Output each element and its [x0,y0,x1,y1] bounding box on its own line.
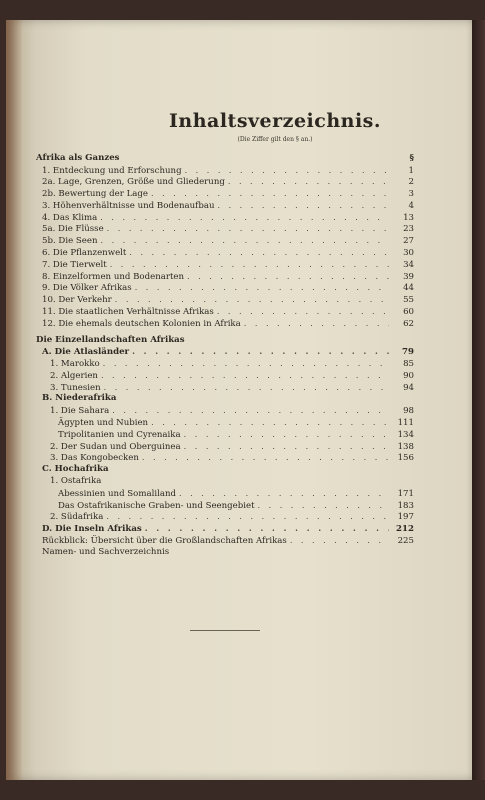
toc-entry[interactable] [36,212,414,224]
toc-entry-label: 12. Die ehemals deutschen Kolonien in Afrika [42,318,241,329]
leader-dots [110,259,389,271]
toc-entry-index[interactable] [36,547,414,559]
page-title: Inhaltsverzeichnis. [169,110,381,132]
toc-page-number: 134 [397,429,414,440]
toc-group-heading[interactable] [36,346,414,358]
toc-entry-label: 1. Die Sahara [50,406,110,417]
toc-entry-label: 8. Einzelformen und Bodenarten [42,271,185,282]
toc-page-number: 111 [397,417,414,428]
toc-entry-label: 2a. Lage, Grenzen, Größe und Gliederung [42,177,225,188]
toc-entry[interactable] [36,200,414,212]
toc-entry-label: 5a. Die Flüsse [42,224,104,235]
toc-entry-label: Rückblick: Übersicht über die Großlandschaften Afrikas [42,535,287,546]
toc-entry-label: 10. Der Verkehr [42,295,112,306]
toc-entry[interactable] [36,476,414,488]
leader-dots [179,488,389,500]
part1-heading: Afrika als Ganzes [36,153,120,163]
toc-entry[interactable] [36,235,414,247]
leader-dots [145,523,389,535]
part1-list [36,165,414,330]
toc-entry-label: 3. Tunesien [50,382,101,393]
leader-dots [101,370,389,382]
leader-dots [103,358,389,370]
toc-entry-label: 3. Das Kongobecken [50,453,139,464]
toc-page-number: 183 [397,500,414,511]
toc-page-number: 85 [403,358,414,369]
part2-heading: Die Einzellandschaften Afrikas [36,334,185,345]
closing-rule [190,630,260,631]
leader-dots [112,405,389,417]
toc-page-number: 138 [397,441,414,452]
section-symbol: § [409,153,414,163]
toc-entry[interactable] [36,306,414,318]
table-of-contents [36,152,414,559]
toc-entry[interactable] [36,223,414,235]
toc-entry-label: 5b. Die Seen [42,236,98,247]
toc-entry[interactable] [36,165,414,177]
leader-dots [184,441,389,453]
toc-group-label: B. Niederafrika [42,393,117,404]
toc-entry[interactable] [36,511,414,523]
toc-part-heading [36,152,414,165]
toc-entry[interactable] [36,452,414,464]
toc-entry-label: 9. Die Völker Afrikas [42,283,132,294]
toc-page-number: 62 [403,318,414,329]
leader-dots [104,382,389,394]
toc-entry[interactable] [36,282,414,294]
page-edge [472,20,485,780]
leader-dots [107,223,389,235]
toc-entry[interactable] [36,370,414,382]
leader-dots [100,235,389,247]
toc-page-number: 39 [403,271,414,282]
toc-group-heading[interactable] [36,393,414,405]
toc-entry[interactable] [36,247,414,259]
toc-page-number: 3 [408,189,414,200]
toc-entry[interactable] [36,382,414,394]
toc-entry[interactable] [36,500,414,512]
leader-dots [106,511,389,523]
toc-entry-label: 7. Die Tierwelt [42,259,107,270]
toc-entry[interactable] [36,259,414,271]
toc-page-number: 34 [403,259,414,270]
toc-page-number: 94 [403,382,414,393]
leader-dots [151,417,389,429]
toc-entry-label: 6. Die Pflanzenwelt [42,248,127,259]
toc-entry-review[interactable] [36,535,414,547]
toc-page-number: 171 [397,488,414,499]
toc-entry[interactable] [36,271,414,283]
leader-dots [115,294,389,306]
toc-entry-label: D. Die Inseln Afrikas [42,524,142,535]
toc-page-number: 55 [403,295,414,306]
toc-entry[interactable] [36,405,414,417]
toc-entry-label: 2. Der Sudan und Oberguinea [50,441,181,452]
toc-entry[interactable] [36,488,414,500]
toc-entry-label: 11. Die staatlichen Verhältnisse Afrikas [42,307,214,318]
leader-dots [258,500,389,512]
toc-page-number: 197 [397,512,414,523]
leader-dots [100,212,389,224]
toc-page-number: 225 [397,535,414,546]
leader-dots [218,200,390,212]
toc-entry[interactable] [36,318,414,330]
toc-page-number: 212 [396,524,414,535]
toc-entry[interactable] [36,441,414,453]
toc-entry-label: 3. Höhenverhältnisse und Bodenaufbau [42,200,215,211]
toc-page-number: 44 [403,283,414,294]
toc-page-number: 4 [408,200,414,211]
toc-page-number: 156 [397,453,414,464]
toc-page-number: 79 [402,347,414,358]
toc-page-number: 1 [408,165,414,176]
toc-entry-label: Namen- und Sachverzeichnis [42,546,170,557]
leader-dots [217,306,389,318]
toc-entry-label: 1. Entdeckung und Erforschung [42,165,182,176]
leader-dots [185,165,389,177]
toc-entry[interactable] [36,358,414,370]
toc-group-heading[interactable] [36,464,414,476]
toc-page-number: 98 [403,406,414,417]
toc-page-number: 27 [403,236,414,247]
part2-list [36,346,414,523]
leader-dots [135,282,389,294]
toc-group-label: C. Hochafrika [42,464,109,475]
toc-page-number: 13 [403,212,414,223]
leader-dots [151,188,389,200]
toc-page-number: 23 [403,224,414,235]
toc-entry-label: 2. Algerien [50,370,98,381]
toc-entry-label: 2. Südafrika [50,512,104,523]
toc-entry[interactable] [36,188,414,200]
toc-page-number: 2 [408,177,414,188]
toc-entry-label: 4. Das Klima [42,212,98,223]
page-subtitle: (Die Ziffer gilt den § an.) [237,136,313,143]
toc-entry-label: Tripolitanien und Cyrenaika [58,429,181,440]
toc-entry[interactable] [36,176,414,188]
page-spine-shadow [6,20,22,780]
toc-part-heading [36,334,414,347]
toc-page-number: 90 [403,370,414,381]
toc-entry[interactable] [36,417,414,429]
toc-entry-label: 2b. Bewertung der Lage [42,189,148,200]
leader-dots [132,346,389,358]
toc-entry-islands[interactable] [36,523,414,535]
toc-entry-label: 1. Marokko [50,358,100,369]
leader-dots [142,452,389,464]
toc-entry-label: Das Ostafrikanische Graben- und Seengebiet [58,500,255,511]
toc-entry[interactable] [36,429,414,441]
leader-dots [290,535,389,547]
leader-dots [129,247,389,259]
toc-group-label: A. Die Atlasländer [42,347,130,358]
toc-page-number: 30 [403,248,414,259]
toc-entry-label: 1. Ostafrika [50,475,102,486]
toc-entry-label: Abessinien und Somaliland [58,488,177,499]
toc-entry[interactable] [36,294,414,306]
toc-page-number: 60 [403,307,414,318]
leader-dots [228,176,389,188]
toc-entry-label: Ägypten und Nubien [58,417,149,428]
leader-dots [244,318,389,330]
leader-dots [184,429,389,441]
leader-dots [187,271,389,283]
